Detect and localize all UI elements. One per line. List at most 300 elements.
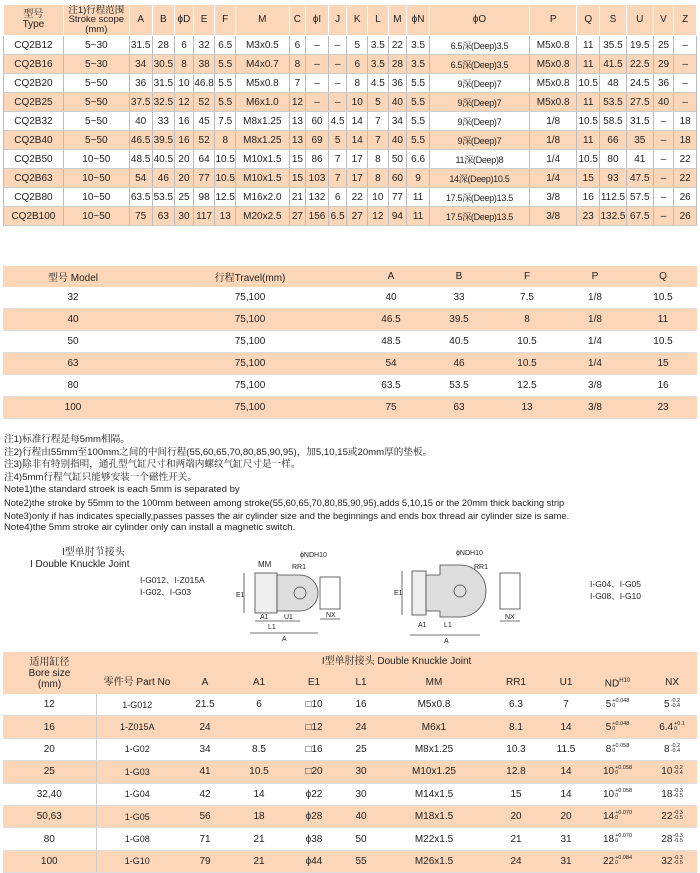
table1-cell: 5.5 [215, 55, 236, 74]
note-en-1: Note1)the standard stroek is each 5mm is separated by [4, 484, 240, 496]
nd-tol-upper: +0.048 [612, 720, 630, 727]
table2-header: 行程Travel(mm) [143, 266, 357, 287]
table1-cell: 35.5 [600, 36, 627, 55]
table3-cell-bore: 100 [3, 850, 96, 872]
table1-cell: 60 [306, 112, 329, 131]
note-cn-2: 注2)行程由55mm至100mm之间的中间行程(55,60,65,70,80,85,90,95)，加5,10,15或20mm厚的垫板。 [4, 446, 433, 458]
table1-cell: 1/4 [529, 150, 576, 169]
table1-cell: 10~50 [63, 207, 129, 226]
table1-cell: M20x2.5 [236, 207, 290, 226]
table1-cell: – [328, 36, 347, 55]
table1-cell: 67.5 [626, 207, 653, 226]
table1-row [4, 36, 697, 55]
table2-cell: 15 [629, 353, 697, 375]
table3-cell-mm: M6x1 [380, 716, 488, 738]
table1-cell: 48 [600, 74, 627, 93]
table1-cell: 30 [175, 207, 194, 226]
table1-cell: 12.5 [215, 188, 236, 207]
table1-header: ϕO [429, 5, 529, 36]
table1-cell: 40 [129, 112, 152, 131]
model-cell: CQ2B100 [4, 207, 64, 226]
nd-tolerance [612, 699, 629, 709]
nx-tol-lower: -0.5 [673, 792, 683, 799]
table1-cell: 6 [175, 36, 194, 55]
note-cn-4: 注4)5mm行程气缸只能够安装一个磁性开关。 [4, 471, 197, 483]
table1-cell: 98 [193, 188, 215, 207]
table1-cell: 34 [129, 55, 152, 74]
table1-cell: – [674, 93, 697, 112]
table1-cell: 64 [193, 150, 215, 169]
nd-tol-lower: 0 [612, 725, 616, 732]
table1-cell: 53.5 [600, 93, 627, 112]
table1-cell: 5~50 [63, 93, 129, 112]
table1-cell: 112.5 [600, 188, 627, 207]
table1-cell: 12 [175, 93, 194, 112]
table1-cell: 132 [306, 188, 329, 207]
table3-cell-rr1: 12.8 [488, 761, 544, 783]
cylinder-dimension-table [3, 4, 697, 226]
double-knuckle-joint-diagram [0, 545, 700, 645]
left-models-line1: I-G012、I-Z015A [140, 575, 205, 585]
table2-cell: 10.5 [493, 353, 561, 375]
nx-tolerance [673, 856, 682, 866]
table3-cell-bore: 25 [3, 761, 96, 783]
table3-cell-a1: 14 [232, 783, 286, 805]
table1-header: ϕD [175, 5, 194, 36]
table1-header: K [347, 5, 368, 36]
model-cell: CQ2B40 [4, 131, 64, 150]
nx-tol-upper: -0.3 [673, 854, 683, 861]
table3-cell-nd [588, 805, 647, 827]
table3-row [3, 738, 697, 760]
table1-cell: 132.5 [600, 207, 627, 226]
nd-tol-lower: 0 [615, 815, 619, 822]
left-label-u1: U1 [284, 614, 293, 621]
table1-header: M [236, 5, 290, 36]
table3-cell-bore: 12 [3, 694, 96, 716]
table1-header: F [215, 5, 236, 36]
nd-tol-lower: 0 [615, 792, 619, 799]
table3-subheader: U1 [544, 671, 588, 694]
table3-cell-a: 41 [178, 761, 232, 783]
table1-cell: 53.5 [152, 188, 175, 207]
table3-row [3, 805, 697, 827]
nd-value: 14 [602, 811, 615, 823]
table3-cell-nd [588, 694, 647, 716]
table1-cell: 18 [674, 112, 697, 131]
table3-cell-rr1: 20 [488, 805, 544, 827]
table3-cell-a: 56 [178, 805, 232, 827]
table2-cell: 7.5 [493, 287, 561, 309]
table1-cell: – [653, 131, 674, 150]
table1-cell: M10x1.5 [236, 150, 290, 169]
table3-cell-nd [588, 761, 647, 783]
table1-cell: 7.5 [215, 112, 236, 131]
table3-cell-mm: M8x1.25 [380, 738, 488, 760]
table3-cell-l1: 55 [342, 850, 380, 872]
note-en-4: Note4)the 5mm stroke air cylinder only can install a magnetic switch. [4, 522, 296, 534]
table1-cell: 10.5 [215, 150, 236, 169]
left-label-rr1: RR1 [292, 564, 307, 571]
table1-cell: 8 [368, 150, 389, 169]
table3-cell-a: 79 [178, 850, 232, 872]
table1-cell: 17.5深(Deep)13.5 [429, 188, 529, 207]
nx-tol-upper: -0.2 [673, 765, 683, 772]
right-label-rr1: RR1 [474, 564, 489, 571]
table2-row [3, 331, 697, 353]
table3-cell-a1: 6 [232, 694, 286, 716]
table1-row [4, 112, 697, 131]
table1-cell: 8 [368, 169, 389, 188]
nx-tol-lower: -0.5 [673, 859, 683, 866]
table2-cell: 63.5 [357, 375, 425, 397]
table3-cell-part: 1-G05 [96, 805, 178, 827]
table2-cell: 75 [357, 397, 425, 419]
right-models-line1: I-G04、I-G05 [590, 579, 642, 589]
table1-row [4, 74, 697, 93]
left-joint-drawing [244, 573, 340, 633]
table1-cell: 6.5深(Deep)3.5 [429, 55, 529, 74]
table3-header-group: I型单肘接头 Double Knuckle Joint [96, 652, 697, 671]
table1-cell: 11 [577, 55, 600, 74]
table2-row [3, 397, 697, 419]
table1-cell: 5~30 [63, 36, 129, 55]
table1-cell: 22 [347, 188, 368, 207]
nd-tol-lower: 0 [615, 859, 619, 866]
table3-cell-mm: M26x1.5 [380, 850, 488, 872]
table1-cell: 6.5 [328, 207, 347, 226]
nd-tol-lower: 0 [615, 770, 619, 777]
table3-cell-u1: 14 [544, 783, 588, 805]
nd-tol-upper: +0.070 [615, 810, 633, 817]
table2-row [3, 375, 697, 397]
nx-tolerance [673, 789, 682, 799]
model-cell: CQ2B16 [4, 55, 64, 74]
table1-cell: M5x0.8 [529, 36, 576, 55]
table1-cell: 10 [175, 74, 194, 93]
table3-row [3, 694, 697, 716]
table3-cell-e1: □16 [286, 738, 342, 760]
table3-cell-l1: 50 [342, 828, 380, 850]
table1-cell: – [306, 74, 329, 93]
table1-cell: 41.5 [600, 55, 627, 74]
table2-cell: 48.5 [357, 331, 425, 353]
table1-cell: 52 [193, 93, 215, 112]
table1-cell: 22 [388, 36, 407, 55]
table1-cell: 22 [674, 169, 697, 188]
table3-cell-a1: 8.5 [232, 738, 286, 760]
table1-cell: 36 [129, 74, 152, 93]
table1-cell: 77 [388, 188, 407, 207]
table1-cell: 26 [674, 207, 697, 226]
left-label-mm: MM [258, 560, 272, 569]
table3-cell-rr1: 21 [488, 828, 544, 850]
table3-row [3, 716, 697, 738]
nx-tolerance [671, 744, 680, 754]
table2-cell: 10.5 [629, 287, 697, 309]
nx-tol-upper: -0.3 [673, 832, 683, 839]
table3-cell-e1: ϕ44 [286, 850, 342, 872]
table1-cell: 5~30 [63, 55, 129, 74]
table1-cell: 7 [368, 131, 389, 150]
table1-row [4, 188, 697, 207]
table1-cell: 50 [388, 150, 407, 169]
table2-cell: 40.5 [425, 331, 493, 353]
note-cn-1: 注1)标准行程是每5mm相隔。 [4, 434, 130, 445]
table1-header: A [129, 5, 152, 36]
table1-cell: – [306, 36, 329, 55]
table3-header-row-1 [3, 652, 697, 671]
table1-cell: 66 [600, 131, 627, 150]
table2-header: A [357, 266, 425, 287]
table1-cell: 22 [674, 150, 697, 169]
table1-cell: 69 [306, 131, 329, 150]
table2-cell: 54 [357, 353, 425, 375]
nx-tol-upper: -0.2 [670, 698, 681, 705]
table1-cell: 4.5 [368, 74, 389, 93]
table1-cell: 4.5 [328, 112, 347, 131]
table3-cell-part: 1-G08 [96, 828, 178, 850]
table3-header-row-2 [3, 671, 697, 694]
table1-cell: 13 [289, 131, 306, 150]
table1-header: J [328, 5, 347, 36]
table1-cell: 26 [674, 188, 697, 207]
table1-header-row [4, 5, 697, 36]
table1-cell: 5 [328, 131, 347, 150]
table2-cell: 3/8 [561, 375, 629, 397]
table1-cell: 12 [368, 207, 389, 226]
table1-cell: 46.5 [129, 131, 152, 150]
table3-cell-nx [647, 738, 697, 760]
table1-cell: 75 [129, 207, 152, 226]
nd-tol-lower: 0 [612, 703, 616, 710]
model-cell: CQ2B20 [4, 74, 64, 93]
table2-cell: 10.5 [493, 331, 561, 353]
table3-cell-a: 42 [178, 783, 232, 805]
table1-cell: 6 [328, 188, 347, 207]
table1-cell: 6.6 [407, 150, 430, 169]
table1-cell: 23 [577, 207, 600, 226]
table1-cell: 10 [347, 93, 368, 112]
table2-cell: 46 [425, 353, 493, 375]
table1-cell: 48.5 [129, 150, 152, 169]
nx-tol-upper: -0.2 [670, 742, 681, 749]
table1-cell: 17 [347, 169, 368, 188]
table1-cell: 5 [347, 36, 368, 55]
table1-cell: – [653, 188, 674, 207]
table2-header: Q [629, 266, 697, 287]
table1-cell: 103 [306, 169, 329, 188]
nd-tolerance [615, 766, 632, 776]
table2-cell: 63 [425, 397, 493, 419]
table1-cell: 5~50 [63, 131, 129, 150]
table1-cell: 10 [368, 188, 389, 207]
table3-cell-rr1: 15 [488, 783, 544, 805]
table1-cell: 5.5 [407, 74, 430, 93]
table1-cell: 11 [407, 188, 430, 207]
table2-cell: 75,100 [143, 375, 357, 397]
table1-cell: 5.5 [407, 93, 430, 112]
table3-cell-part: 1-G04 [96, 783, 178, 805]
table1-cell: 11 [407, 207, 430, 226]
table2-cell: 53.5 [425, 375, 493, 397]
table1-cell: 6 [347, 55, 368, 74]
header-type-cn: 型号 [23, 9, 44, 20]
table1-header: B [152, 5, 175, 36]
table1-cell: 8 [215, 131, 236, 150]
table1-cell: 25 [653, 36, 674, 55]
table1-cell: 46 [152, 169, 175, 188]
left-label-nd: ϕNDH10 [300, 552, 327, 559]
table1-cell: M10x1.5 [236, 169, 290, 188]
table2-cell: 13 [493, 397, 561, 419]
table3-cell-e1: □10 [286, 694, 342, 716]
table1-cell: 47.5 [626, 169, 653, 188]
table1-cell: 28 [152, 36, 175, 55]
table1-cell: 9 [407, 169, 430, 188]
table3-cell-bore: 20 [3, 738, 96, 760]
table1-cell: 7 [289, 74, 306, 93]
table3-cell-bore: 80 [3, 828, 96, 850]
table1-cell: 36 [653, 74, 674, 93]
table2-header: P [561, 266, 629, 287]
nx-tol-lower: -0.4 [670, 703, 681, 710]
table1-cell: – [653, 112, 674, 131]
table1-cell: 9深(Deep)7 [429, 112, 529, 131]
table3-cell-l1: 25 [342, 738, 380, 760]
table3-row [3, 828, 697, 850]
table1-cell: 5.5 [215, 74, 236, 93]
table3-cell-part: 1-Z015A [96, 716, 178, 738]
table3-cell-l1: 30 [342, 783, 380, 805]
table2-cell: 23 [629, 397, 697, 419]
table1-cell: 8 [347, 74, 368, 93]
table2-cell: 16 [629, 375, 697, 397]
table1-cell: M8x1.25 [236, 112, 290, 131]
table1-cell: 5 [368, 93, 389, 112]
table1-cell: 18 [674, 131, 697, 150]
table2-cell: 1/4 [561, 331, 629, 353]
table2-cell: 33 [425, 287, 493, 309]
table1-cell: 19.5 [626, 36, 653, 55]
table3-cell-l1: 30 [342, 761, 380, 783]
table1-cell: 77 [193, 169, 215, 188]
table1-header-stroke: 注1)行程范围 Stroke scope (mm) [63, 5, 129, 36]
table3-cell-a1: 21 [232, 850, 286, 872]
table2-cell: 11 [629, 309, 697, 331]
table1-cell: 63.5 [129, 188, 152, 207]
table1-cell: 28 [388, 55, 407, 74]
table2-row [3, 287, 697, 309]
table1-cell: 40 [388, 131, 407, 150]
table3-cell-u1: 7 [544, 694, 588, 716]
nx-tol-lower: 0 [674, 725, 678, 732]
table1-cell: 11 [577, 131, 600, 150]
table1-cell: 24.5 [626, 74, 653, 93]
table1-cell: 32 [193, 36, 215, 55]
model-cell: CQ2B32 [4, 112, 64, 131]
table3-cell-bore: 32,40 [3, 783, 96, 805]
nd-tol-upper: +0.058 [612, 742, 630, 749]
table2-header: B [425, 266, 493, 287]
table3-row [3, 761, 697, 783]
right-label-e1: E1 [394, 590, 403, 597]
table3-cell-a1: 10.5 [232, 761, 286, 783]
table1-cell: 10.5 [215, 169, 236, 188]
table1-cell: 29 [653, 55, 674, 74]
table3-cell-nx [647, 761, 697, 783]
table1-cell: 46.8 [193, 74, 215, 93]
nd-value: 8 [605, 743, 612, 755]
nx-value: 18 [661, 788, 673, 800]
table1-cell: 27.5 [626, 93, 653, 112]
table1-cell: 14 [347, 131, 368, 150]
table1-cell: M3x0.5 [236, 36, 290, 55]
table2-cell: 32 [3, 287, 143, 309]
table3-cell-e1: ϕ22 [286, 783, 342, 805]
nx-tolerance [671, 699, 680, 709]
table2-cell: 75,100 [143, 331, 357, 353]
table1-cell: 9深(Deep)7 [429, 93, 529, 112]
table1-header: C [289, 5, 306, 36]
table1-cell: 16 [577, 188, 600, 207]
table1-cell: 25 [175, 188, 194, 207]
right-label-a1: A1 [418, 622, 427, 629]
table3-cell-mm: M22x1.5 [380, 828, 488, 850]
table3-cell-u1: 11.5 [544, 738, 588, 760]
table1-cell: – [674, 36, 697, 55]
table1-cell: M6x1.0 [236, 93, 290, 112]
right-label-l1: L1 [444, 622, 452, 629]
table1-cell: 86 [306, 150, 329, 169]
table3-row [3, 850, 697, 872]
table1-cell: 3.5 [368, 36, 389, 55]
left-label-e1: E1 [236, 592, 245, 599]
nx-tol-lower: -0.5 [673, 815, 683, 822]
nx-tol-lower: -0.4 [670, 747, 681, 754]
table3-cell-rr1: 6.3 [488, 694, 544, 716]
table3-cell-a1: 21 [232, 828, 286, 850]
table3-subheader-nd [588, 671, 647, 694]
table1-header: P [529, 5, 576, 36]
table3-subheader: A1 [232, 671, 286, 694]
table1-cell: 40 [653, 93, 674, 112]
table3-cell-e1: ϕ28 [286, 805, 342, 827]
table1-row [4, 207, 697, 226]
table2-cell: 63 [3, 353, 143, 375]
table3-cell-a: 71 [178, 828, 232, 850]
table1-cell: 94 [388, 207, 407, 226]
table1-cell: 10.5 [577, 74, 600, 93]
table3-cell-nx [647, 850, 697, 872]
table3-cell-part: 1-G02 [96, 738, 178, 760]
nx-tol-lower: -0.4 [673, 770, 683, 777]
diagram-title-en: I Double Knuckle Joint [30, 559, 130, 570]
table3-cell-bore: 16 [3, 716, 96, 738]
table3-cell-a1: 18 [232, 805, 286, 827]
nx-value: 5 [664, 699, 670, 711]
nd-tolerance [612, 744, 629, 754]
table1-cell: 6 [289, 36, 306, 55]
table3-cell-l1: 40 [342, 805, 380, 827]
right-models-line2: I-G08、I-G10 [590, 591, 642, 601]
table1-cell: 32.5 [152, 93, 175, 112]
nx-tol-upper: -0.3 [673, 810, 683, 817]
table1-row [4, 150, 697, 169]
table3-cell-part: 1-G03 [96, 761, 178, 783]
table1-cell: 60 [388, 169, 407, 188]
table1-cell: 7 [368, 112, 389, 131]
